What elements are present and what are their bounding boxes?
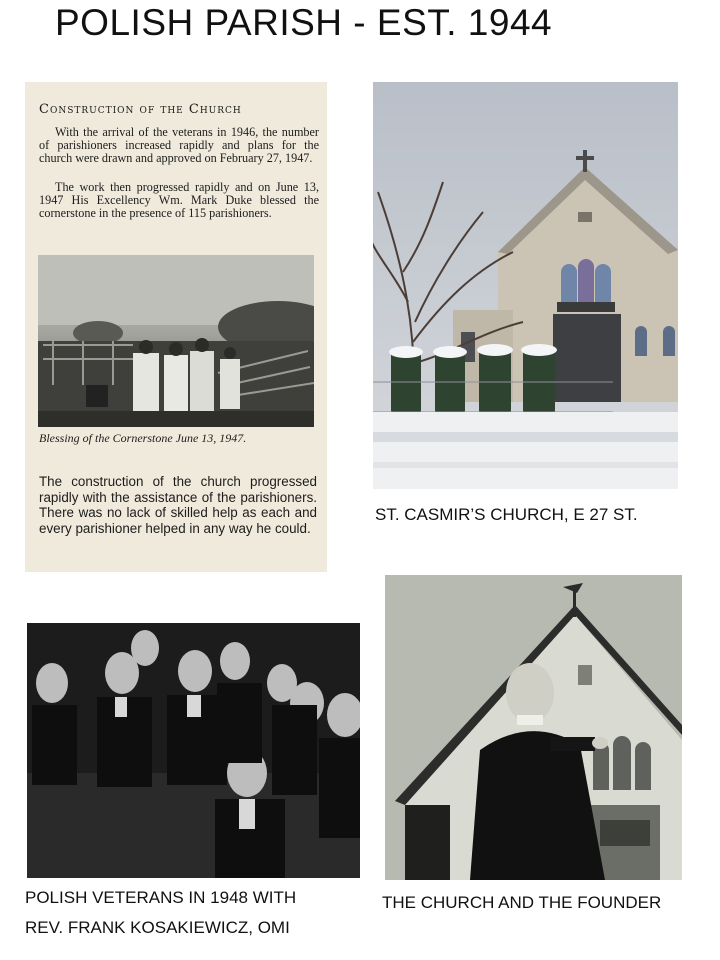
clipping-paragraph-1: With the arrival of the veterans in 1946, the number of parishioners increased rapidly and plans for the church were drawn and approved on February 27, 1947. <box>39 125 319 165</box>
clipping-paragraph-2: The work then progressed rapidly and on June 13, 1947 His Excellency Wm. Mark Duke blessed the cornerstone in the presence of 115 parishioners. <box>39 180 319 220</box>
polish-veterans-photo <box>27 623 360 878</box>
church-and-founder-photo <box>385 575 682 880</box>
page-title: POLISH PARISH - EST. 1944 <box>55 2 553 43</box>
newspaper-clipping <box>25 82 327 572</box>
church-photo-caption: ST. CASMIR’S CHURCH, E 27 ST. <box>375 505 638 524</box>
founder-photo-caption: THE CHURCH AND THE FOUNDER <box>382 893 662 912</box>
veterans-caption-line1: POLISH VETERANS IN 1948 WITH <box>25 888 297 907</box>
clipping-heading: Construction of the Church <box>39 102 242 117</box>
veterans-caption-line2: REV. FRANK KOSAKIEWICZ, OMI <box>25 918 290 937</box>
church-winter-photo <box>373 82 678 489</box>
clipping-paragraph-3: The construction of the church progressed rapidly with the assistance of the parishioners. There was no lack of skilled help as each and every parishioner helped in any way he could. <box>39 474 317 536</box>
cornerstone-blessing-photo <box>38 255 314 427</box>
clipping-photo-caption: Blessing of the Cornerstone June 13, 1947. <box>39 431 247 445</box>
